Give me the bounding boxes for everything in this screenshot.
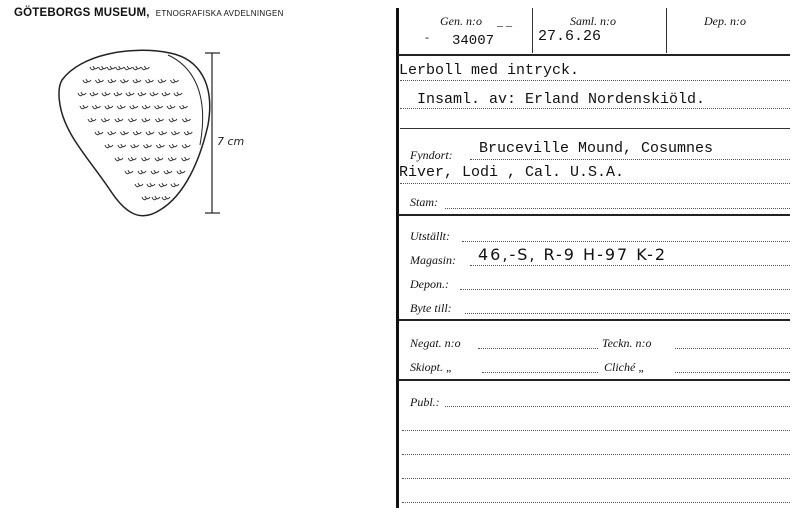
teckn-label: Teckn. n:o <box>602 336 652 350</box>
cell-separator-1 <box>532 8 533 53</box>
impression-mark <box>105 105 113 109</box>
clay-ball-drawing <box>50 45 250 225</box>
rule <box>465 313 790 314</box>
impression-mark <box>180 105 188 109</box>
department-name: ETNOGRAFISKA AVDELNINGEN <box>155 9 284 18</box>
rule <box>400 183 790 184</box>
impression-mark <box>102 118 110 122</box>
card-divider <box>396 8 399 508</box>
impression-mark <box>142 157 150 161</box>
impression-mark <box>80 105 88 109</box>
impression-mark <box>146 79 154 83</box>
impression-mark <box>138 92 146 96</box>
impression-mark <box>83 79 91 83</box>
impression-mark <box>96 79 104 83</box>
publ-label: Publ.: <box>410 395 440 409</box>
rule <box>445 406 790 407</box>
rule <box>402 454 790 455</box>
impression-mark <box>121 79 129 83</box>
impression-mark <box>117 105 125 109</box>
depon-label: Depon.: <box>410 277 449 291</box>
impression-mark <box>159 131 167 135</box>
impression-mark <box>156 144 164 148</box>
impression-mark <box>168 157 176 161</box>
rule <box>460 289 790 290</box>
impression-mark <box>138 170 146 174</box>
impression-mark <box>142 118 150 122</box>
rule <box>470 265 790 266</box>
impression-mark <box>144 144 152 148</box>
impression-mark <box>133 66 141 70</box>
impression-mark <box>95 131 103 135</box>
rule <box>445 208 790 209</box>
impression-mark <box>182 144 190 148</box>
impression-mark <box>115 157 123 161</box>
impression-mark <box>171 183 179 187</box>
impression-mark <box>158 79 166 83</box>
impression-mark <box>126 92 134 96</box>
fyndort-label: Fyndort: <box>410 148 453 162</box>
impression-mark <box>90 66 98 70</box>
impression-mark <box>128 157 136 161</box>
impression-mark <box>90 92 98 96</box>
impression-mark <box>116 66 124 70</box>
impression-mark <box>141 66 149 70</box>
rule <box>482 372 598 373</box>
impression-mark <box>159 183 167 187</box>
impression-mark <box>102 92 110 96</box>
saml-label: Saml. n:o <box>570 14 616 28</box>
impression-mark <box>99 66 107 70</box>
impression-mark <box>167 105 175 109</box>
section-rule <box>400 128 790 129</box>
saml-value: 27.6.26 <box>538 28 602 45</box>
dep-label: Dep. n:o <box>704 14 746 28</box>
impression-mark <box>133 79 141 83</box>
impression-mark <box>152 196 160 200</box>
impression-mark <box>88 118 96 122</box>
impression-mark <box>146 131 154 135</box>
museum-name: GÖTEBORGS MUSEUM, <box>14 7 150 19</box>
fyndort-line1: Bruceville Mound, Cosumnes <box>479 140 714 157</box>
impression-mark <box>162 92 170 96</box>
impression-mark <box>177 170 185 174</box>
cell-separator-2 <box>666 8 667 53</box>
rule <box>400 80 790 81</box>
rule <box>400 108 790 109</box>
impression-mark <box>105 144 113 148</box>
impression-mark <box>174 92 182 96</box>
impression-mark <box>183 118 191 122</box>
cliche-label: Cliché „ <box>604 360 645 374</box>
stam-label: Stam: <box>410 195 438 209</box>
impression-mark <box>150 92 158 96</box>
impression-mark <box>169 118 177 122</box>
impression-mark <box>151 170 159 174</box>
impression-mark <box>121 131 129 135</box>
impression-mark <box>182 157 190 161</box>
impression-mark <box>108 131 116 135</box>
section-rule <box>398 319 790 321</box>
impression-mark <box>131 144 139 148</box>
impression-mark <box>130 105 138 109</box>
section-rule <box>398 214 790 216</box>
header-bottom-rule <box>398 54 790 56</box>
impression-mark <box>115 118 123 122</box>
impression-mark <box>78 92 86 96</box>
utstallt-label: Utställt: <box>410 229 451 243</box>
rule <box>675 372 790 373</box>
impression-mark <box>92 105 100 109</box>
object-description: Lerboll med intryck. <box>399 62 580 79</box>
impression-mark <box>156 118 164 122</box>
impression-mark <box>142 105 150 109</box>
gen-dash: _ _ <box>497 14 512 28</box>
impression-mark <box>142 196 150 200</box>
impression-mark <box>169 144 177 148</box>
museum-header <box>14 7 284 19</box>
rule <box>402 502 790 503</box>
impression-mark <box>118 144 126 148</box>
skiopt-label: Skiopt. „ <box>410 360 453 374</box>
impression-mark <box>171 79 179 83</box>
impression-mark <box>108 79 116 83</box>
negat-label: Negat. n:o <box>410 336 461 350</box>
rule <box>470 159 790 160</box>
magasin-value: 46,-S, R-9 H-97 K-2 <box>478 245 668 264</box>
impression-mark <box>184 131 192 135</box>
collector: Insaml. av: Erland Nordenskiöld. <box>417 91 706 108</box>
impression-mark <box>147 183 155 187</box>
byte-label: Byte till: <box>410 301 452 315</box>
impression-mark <box>162 196 170 200</box>
impression-mark <box>172 131 180 135</box>
impression-mark <box>164 170 172 174</box>
rule <box>675 348 790 349</box>
gen-value: 34007 <box>452 33 495 49</box>
rule <box>478 348 598 349</box>
impression-mark <box>155 157 163 161</box>
gen-label: Gen. n:o <box>440 14 482 28</box>
rule <box>402 430 790 431</box>
gen-tick: - <box>425 30 429 44</box>
section-rule <box>398 379 790 381</box>
impression-mark <box>135 183 143 187</box>
impression-mark <box>129 118 137 122</box>
impression-mark <box>125 170 133 174</box>
impression-mark <box>114 92 122 96</box>
impression-mark <box>124 66 132 70</box>
impression-mark <box>155 105 163 109</box>
impression-mark <box>133 131 141 135</box>
impression-mark <box>107 66 115 70</box>
rule <box>402 478 790 479</box>
fyndort-line2: River, Lodi , Cal. U.S.A. <box>399 164 625 181</box>
rule <box>462 241 790 242</box>
magasin-label: Magasin: <box>410 253 456 267</box>
scale-label: 7 cm <box>217 135 245 148</box>
